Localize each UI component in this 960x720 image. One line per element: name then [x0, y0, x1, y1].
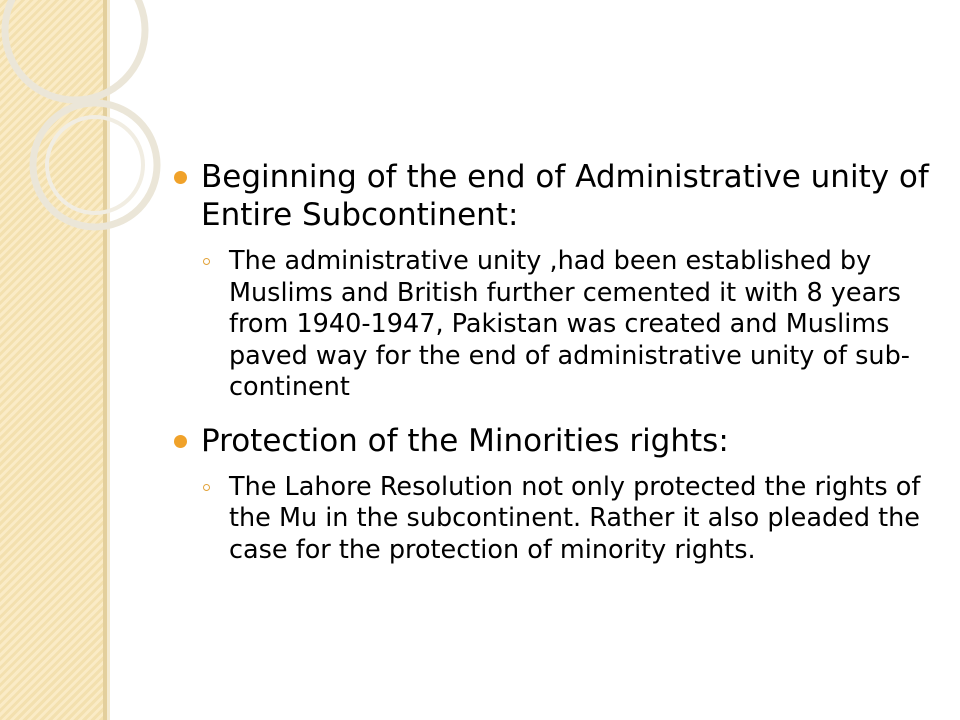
bullet-dot-icon: [174, 435, 187, 448]
bullet-dot-icon: [174, 171, 187, 184]
decorative-ring-large: [5, 0, 145, 100]
sub-bullet-ring-icon: [203, 258, 210, 265]
decorative-ring-medium: [33, 103, 157, 227]
bullet-heading: Beginning of the end of Administrative unity of Entire Subcontinent:: [201, 159, 929, 233]
bullet-item: [170, 158, 930, 234]
decorative-ring-small: [47, 117, 143, 213]
sub-bullet-text: The Lahore Resolution not only protected the rights of the Mu in the subcontinent. Rather it also pleaded the case for the protection of minority rights.: [229, 471, 921, 565]
sub-bullet-text: The administrative unity ,had been established by Muslims and British further cemented it with 8 years from 1940-1947, Pakistan was created and Muslims paved way for the end of administrative unity of sub-continent: [229, 246, 910, 402]
sub-bullet-item: [201, 246, 930, 404]
slide-content: [170, 158, 930, 584]
sub-bullet-item: [201, 472, 930, 567]
bullet-item: [170, 422, 930, 460]
sub-bullet-ring-icon: [203, 484, 210, 491]
bullet-heading: Protection of the Minorities rights:: [201, 422, 729, 459]
